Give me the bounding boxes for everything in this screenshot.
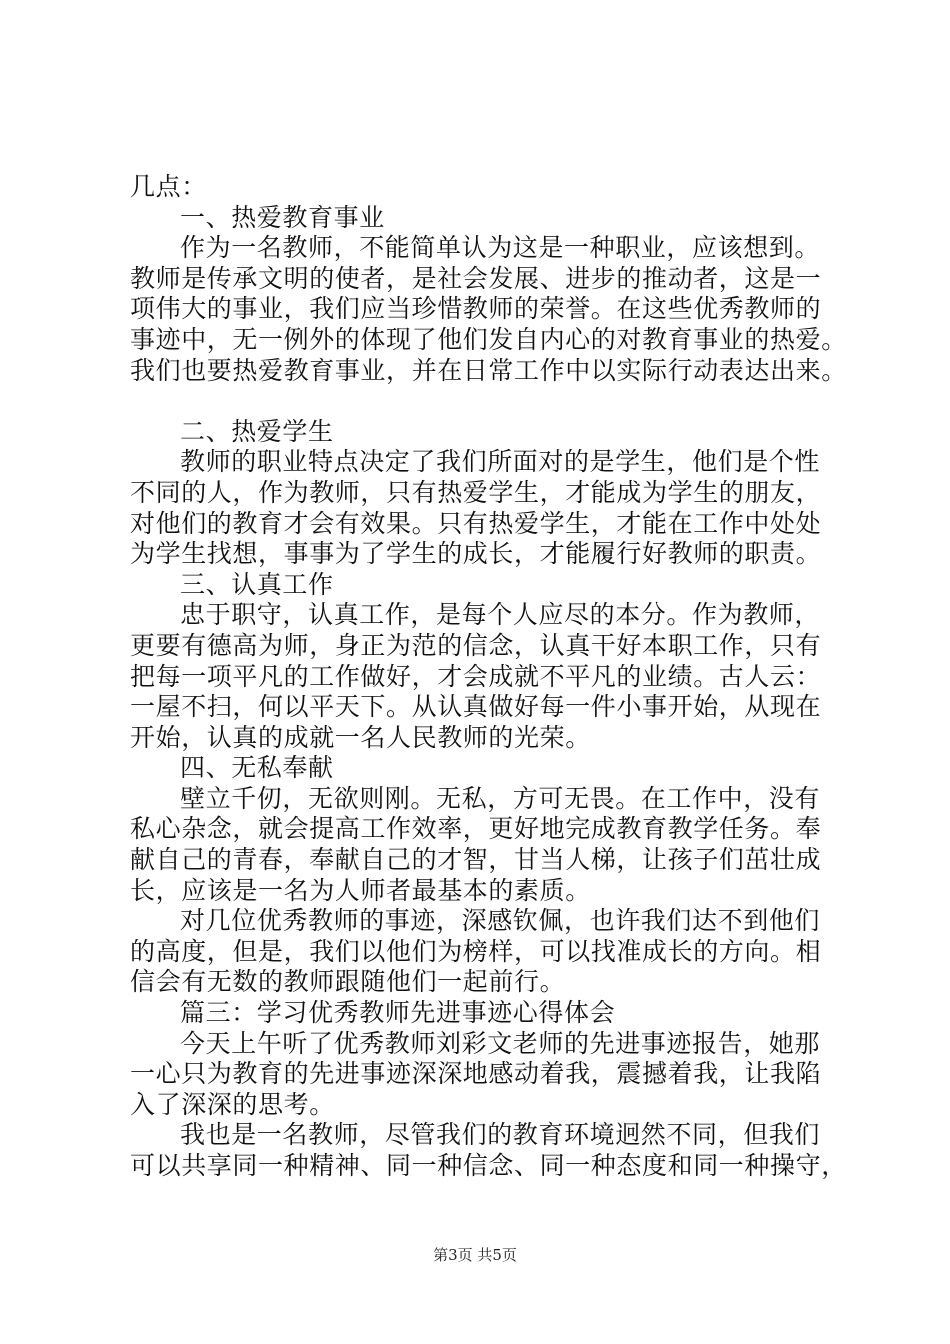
section-heading: 一、热爱教育事业 (180, 202, 385, 232)
section-heading: 三、认真工作 (180, 569, 334, 599)
text-line: 入了深深的思考。 (130, 1089, 335, 1119)
text-line: 不同的人，作为教师，只有热爱学生，才能成为学生的朋友， (130, 477, 822, 507)
document-body (130, 172, 847, 1182)
text-line: 更要有德高为师，身正为范的信念，认真干好本职工作，只有 (130, 630, 822, 660)
article-heading: 篇三：学习优秀教师先进事迹心得体会 (180, 998, 616, 1028)
text-line: 可以共享同一种精神、同一种信念、同一种态度和同一种操守， (130, 1151, 847, 1180)
text-line: 忠于职守，认真工作，是每个人应尽的本分。作为教师， (180, 600, 821, 630)
text-line: 作为一名教师，不能简单认为这是一种职业，应该想到。 (180, 233, 821, 263)
text-line: 的高度，但是，我们以他们为榜样，可以找准成长的方向。相 (130, 936, 822, 966)
text-line: 对他们的教育才会有效果。只有热爱学生，才能在工作中处处 (130, 508, 822, 538)
text-line: 信会有无数的教师跟随他们一起前行。 (130, 967, 566, 997)
text-line: 为学生找想，事事为了学生的成长，才能履行好教师的职责。 (130, 539, 822, 569)
text-line: 私心杂念，就会提高工作效率，更好地完成教育教学任务。奉 (130, 814, 822, 844)
text-line: 教师的职业特点决定了我们所面对的是学生，他们是个性 (180, 447, 821, 477)
text-line: 一心只为教育的先进事迹深深地感动着我，震撼着我，让我陷 (130, 1059, 822, 1089)
text-line: 一屋不扫，何以平天下。从认真做好每一件小事开始，从现在 (130, 692, 822, 722)
text-line: 今天上午听了优秀教师刘彩文老师的先进事迹报告，她那 (180, 1028, 821, 1058)
text-line: 开始，认真的成就一名人民教师的光荣。 (130, 722, 591, 752)
section-heading: 二、热爱学生 (180, 416, 334, 446)
text-line: 几点： (130, 172, 207, 201)
text-line: 献自己的青春，奉献自己的才智，甘当人梯，让孩子们茁壮成 (130, 845, 822, 875)
text-line: 把每一项平凡的工作做好，才会成就不平凡的业绩。古人云： (130, 661, 822, 691)
text-line: 壁立千仞，无欲则刚。无私，方可无畏。在工作中，没有 (180, 783, 821, 813)
text-line: 我们也要热爱教育事业，并在日常工作中以实际行动表达出来。 (130, 355, 847, 385)
blank-line (130, 386, 830, 417)
text-line: 事迹中，无一例外的体现了他们发自内心的对教育事业的热爱。 (130, 324, 847, 354)
text-line: 长，应该是一名为人师者最基本的素质。 (130, 875, 591, 905)
section-heading: 四、无私奉献 (180, 753, 334, 783)
text-line: 对几位优秀教师的事迹，深感钦佩，也许我们达不到他们 (180, 906, 821, 936)
text-line: 我也是一名教师，尽管我们的教育环境迥然不同，但我们 (180, 1120, 821, 1150)
page-number-footer: 第3页 共5页 (433, 1246, 517, 1264)
text-line: 教师是传承文明的使者，是社会发展、进步的推动者，这是一 (130, 263, 822, 293)
text-line: 项伟大的事业，我们应当珍惜教师的荣誉。在这些优秀教师的 (130, 294, 822, 324)
